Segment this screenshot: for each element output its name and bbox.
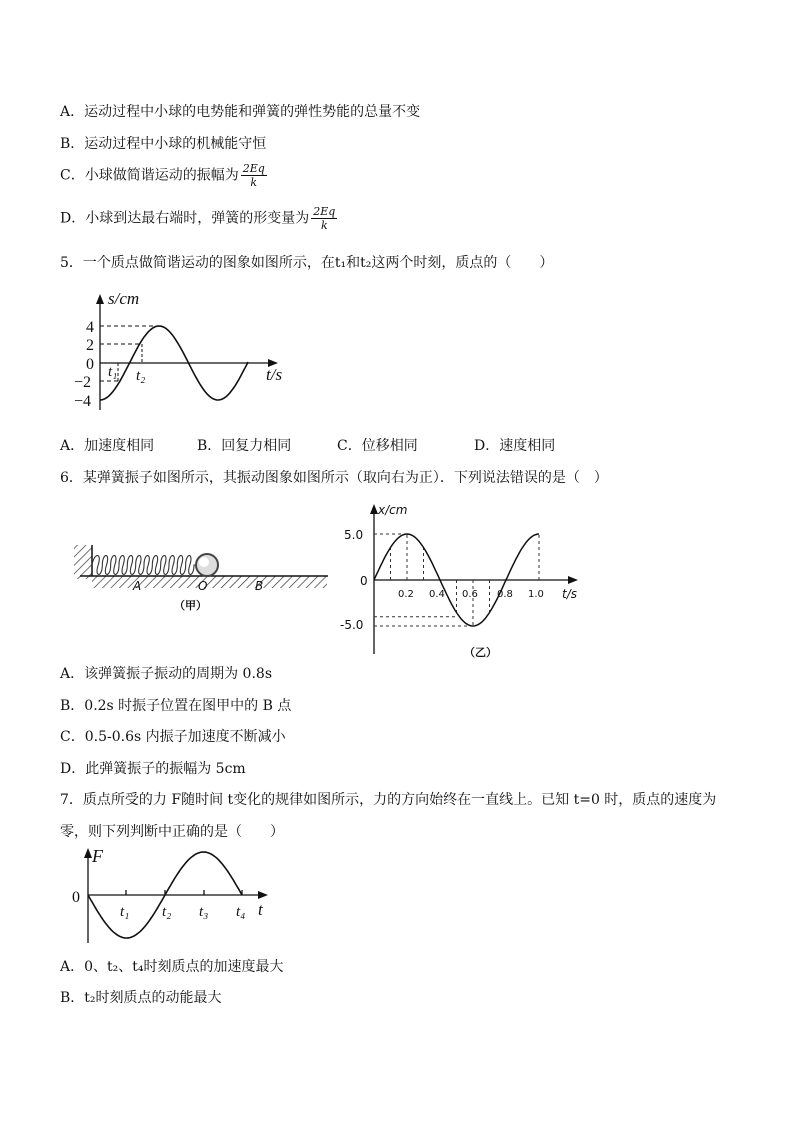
y-tick-neg5: -5.0 <box>340 618 364 632</box>
x-axis-label: t/s <box>266 365 283 384</box>
point-a-label: A <box>133 579 142 593</box>
fraction-denominator: k <box>250 176 258 189</box>
q4-option-c-text: C．小球做简谐运动的振幅为 <box>60 167 239 184</box>
t3-label: t₃ <box>199 904 209 920</box>
q5-figure <box>70 288 300 418</box>
q4-option-d-fraction <box>311 205 337 232</box>
point-o-label: O <box>198 579 208 593</box>
q4-option-c-fraction <box>241 162 267 189</box>
y-axis-arrow <box>84 848 92 858</box>
q4-option-d <box>60 205 337 232</box>
t2-label: t₂ <box>136 368 146 384</box>
q7-figure <box>70 843 280 948</box>
q5-options <box>60 436 555 456</box>
t1-label: t₁ <box>108 364 118 380</box>
floor-hatch <box>92 576 327 588</box>
tick-neg2: −2 <box>74 374 92 391</box>
q6-option-c: C．0.5-0.6s 内振子加速度不断减小 <box>60 729 286 745</box>
q6-stem: 6．某弹簧振子如图所示，其振动图象如图所示（取向右为正）．下列说法错误的是（ ） <box>60 470 608 486</box>
x-tick-0.2: 0.2 <box>398 589 414 600</box>
y-tick-0: 0 <box>360 574 368 588</box>
q7-option-b: B．t₂时刻质点的动能最大 <box>60 990 222 1006</box>
q6-figure-yi <box>332 498 592 663</box>
tick-neg4: −4 <box>74 393 92 410</box>
q7-stem-line2: 零，则下列判断中正确的是（ ） <box>60 824 284 840</box>
q4-option-a: A．运动过程中小球的电势能和弹簧的弹性势能的总量不变 <box>60 104 421 120</box>
q4-option-c <box>60 162 267 189</box>
t2-label: t₂ <box>162 904 172 920</box>
q7-stem-line1: 7．质点所受的力 F随时间 t变化的规律如图所示，力的方向始终在一直线上。已知 t=0 时，质点的速度为 <box>60 792 717 808</box>
spring <box>92 556 196 575</box>
caption-yi: （乙） <box>464 646 497 659</box>
y-tick-5: 5.0 <box>344 528 364 542</box>
x-tick-marks <box>126 890 242 895</box>
q4-option-d-text: D．小球到达最右端时，弹簧的形变量为 <box>60 210 310 227</box>
caption-jia: （甲） <box>174 599 207 612</box>
q7-option-a: A．0、t₂、t₄时刻质点的加速度最大 <box>60 959 284 975</box>
tick-2: 2 <box>86 337 94 354</box>
q6-figure-jia <box>70 535 335 615</box>
x-tick-0.8: 0.8 <box>497 589 513 600</box>
q5-option-a: A．加速度相同 <box>60 438 155 454</box>
q5-stem: 5．一个质点做简谐运动的图象如图所示，在t₁和t₂这两个时刻，质点的（ ） <box>60 255 554 271</box>
t1-label: t₁ <box>120 904 130 920</box>
ball-highlight <box>199 557 209 567</box>
q5-option-b: B．回复力相同 <box>197 438 292 454</box>
tick-0: 0 <box>86 356 94 373</box>
x-axis-arrow <box>258 891 268 899</box>
x-axis-arrow <box>568 576 578 584</box>
fraction-numerator: 2Eq <box>242 162 265 175</box>
x-tick-1.0: 1.0 <box>528 589 544 600</box>
x-tick-0.6: 0.6 <box>462 589 478 600</box>
q6-option-a: A．该弹簧振子振动的周期为 0.8s <box>60 666 273 682</box>
x-tick-0.4: 0.4 <box>429 589 445 600</box>
q5-option-d: D．速度相同 <box>474 438 556 454</box>
origin-label: 0 <box>72 889 80 906</box>
q4-option-b: B．运动过程中小球的机械能守恒 <box>60 136 267 152</box>
q6-option-d: D．此弹簧振子的振幅为 5cm <box>60 761 246 777</box>
x-axis-label: t/s <box>562 587 577 601</box>
y-axis-label: x/cm <box>378 503 408 517</box>
fraction-denominator: k <box>320 219 328 232</box>
fraction-numerator: 2Eq <box>313 205 336 218</box>
y-axis-arrow <box>96 294 104 304</box>
y-axis-label: F <box>92 846 103 866</box>
tick-4: 4 <box>86 319 94 336</box>
point-b-label: B <box>255 579 264 593</box>
y-axis-label: s/cm <box>108 289 140 308</box>
q5-option-c: C．位移相同 <box>337 438 418 454</box>
x-axis-label: t <box>258 900 263 919</box>
t4-label: t₄ <box>236 904 246 920</box>
y-axis-arrow <box>370 504 378 514</box>
q6-option-b: B．0.2s 时振子位置在图甲中的 B 点 <box>60 698 292 714</box>
wall-hatch <box>74 545 92 579</box>
